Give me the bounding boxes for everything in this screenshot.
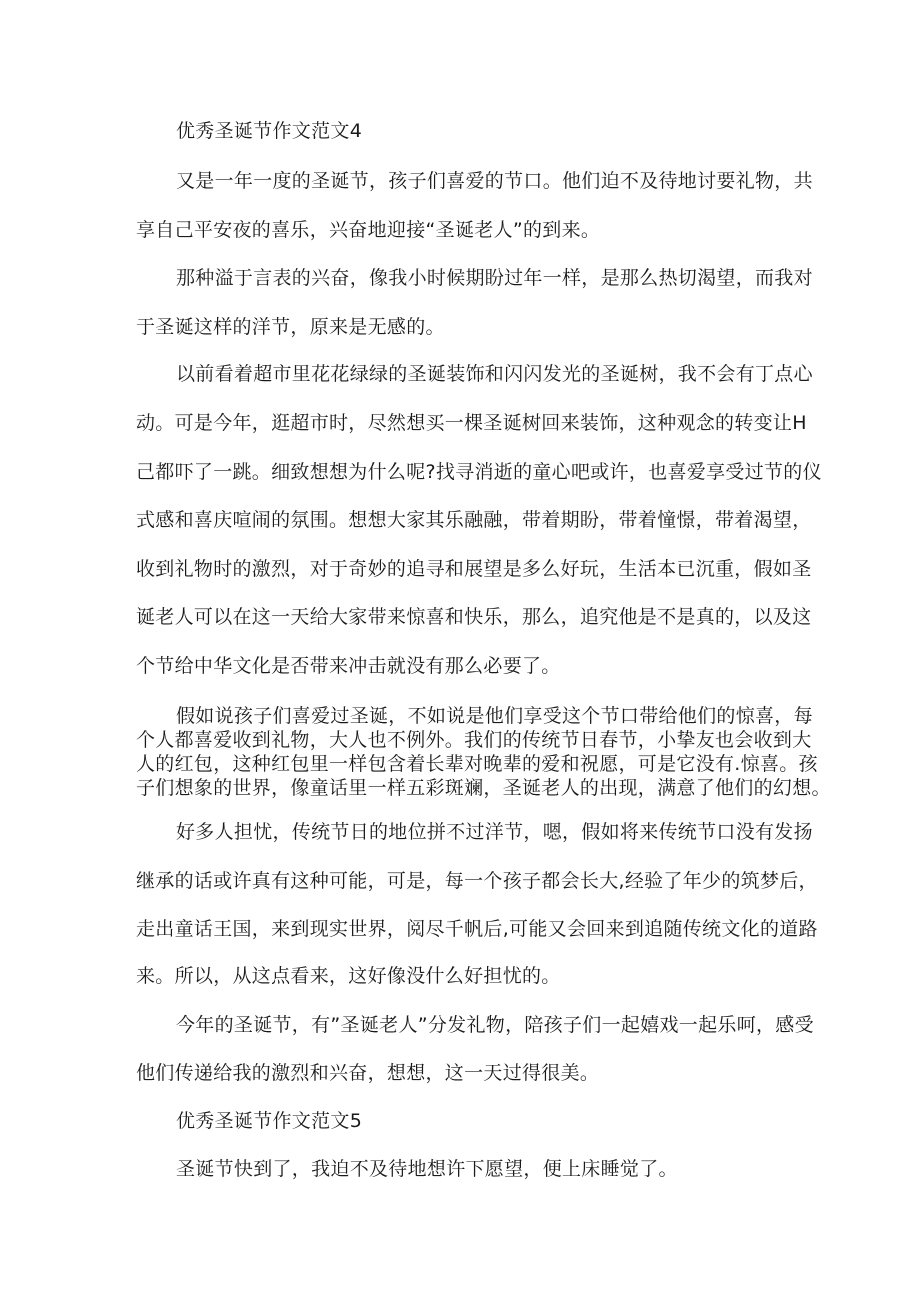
text-line: 好多人担忧，传统节日的地位拼不过洋节，嗯，假如将来传统节口没有发扬: [176, 821, 813, 843]
text-line: 今年的圣诞节，有”圣诞老人”分发礼物，陪孩子们一起嬉戏一起乐呵，感受: [176, 1014, 814, 1036]
text-line: 圣诞节快到了，我迫不及待地想许下愿望，便上床睡觉了。: [176, 1158, 678, 1180]
text-line: 诞老人可以在这一天给大家带来惊喜和快乐，那么，追究他是不是真的，以及这: [136, 606, 812, 628]
text-line: 以前看着超市里花花绿绿的圣诞装饰和闪闪发光的圣诞树，我不会有丁点心: [176, 363, 813, 385]
text-line: 己都吓了一跳。细致想想为什么呢?找寻消逝的童心吧或许，也喜爱享受过节的仪: [136, 461, 822, 483]
text-line: 走出童话王国，来到现实世界，阅尽千帆后,可能又会回来到追随传统文化的道路: [136, 918, 818, 940]
text-line: 又是一年一度的圣诞节，孩子们喜爱的节口。他们迫不及待地讨要礼物，共: [176, 170, 813, 192]
section-heading: 优秀圣诞节作文范文4: [176, 120, 363, 142]
text-line: 他们传递给我的激烈和兴奋，想想，这一天过得很美。: [136, 1062, 600, 1084]
text-line: 来。所以，从这点看来，这好像没什么好担忧的。: [136, 965, 561, 987]
text-line: 个人都喜爱收到礼物，大人也不例外。我们的传统节日春节，小挚友也会收到大: [136, 729, 812, 751]
text-line: 子们想象的世界，像童话里一样五彩斑斓，圣诞老人的出现，满意了他们的幻想。: [136, 777, 831, 799]
text-line: 收到礼物时的激烈，对于奇妙的追寻和展望是多么好玩，生活本已沉重，假如圣: [136, 558, 812, 580]
text-line: 那种溢于言表的兴奋，像我小时候期盼过年一样，是那么热切渴望，而我对: [176, 267, 813, 289]
text-line: 假如说孩子们喜爱过圣诞，不如说是他们享受这个节口带给他们的惊喜，每: [176, 705, 813, 727]
text-line: 动。可是今年，逛超市时，尽然想买一棵圣诞树回来装饰，这种观念的转变让H: [136, 412, 807, 434]
text-line: 继承的话或许真有这种可能，可是，每一个孩子都会长大,经验了年少的筑梦后，: [136, 870, 818, 892]
text-line: 个节给中华文化是否带来冲击就没有那么必要了。: [136, 655, 561, 677]
text-line: 享自己平安夜的喜乐，兴奋地迎接“圣诞老人”的到来。: [136, 219, 601, 241]
text-line: 于圣诞这样的洋节，原来是无感的。: [136, 316, 445, 338]
text-line: 式感和喜庆喧闹的氛围。想想大家其乐融融，带着期盼，带着憧憬，带着渴望，: [136, 509, 812, 531]
text-line: 人的红包，这种红包里一样包含着长辈对晚辈的爱和祝愿，可是它没有.惊喜。孩: [136, 753, 818, 775]
section-heading: 优秀圣诞节作文范文5: [176, 1110, 363, 1132]
